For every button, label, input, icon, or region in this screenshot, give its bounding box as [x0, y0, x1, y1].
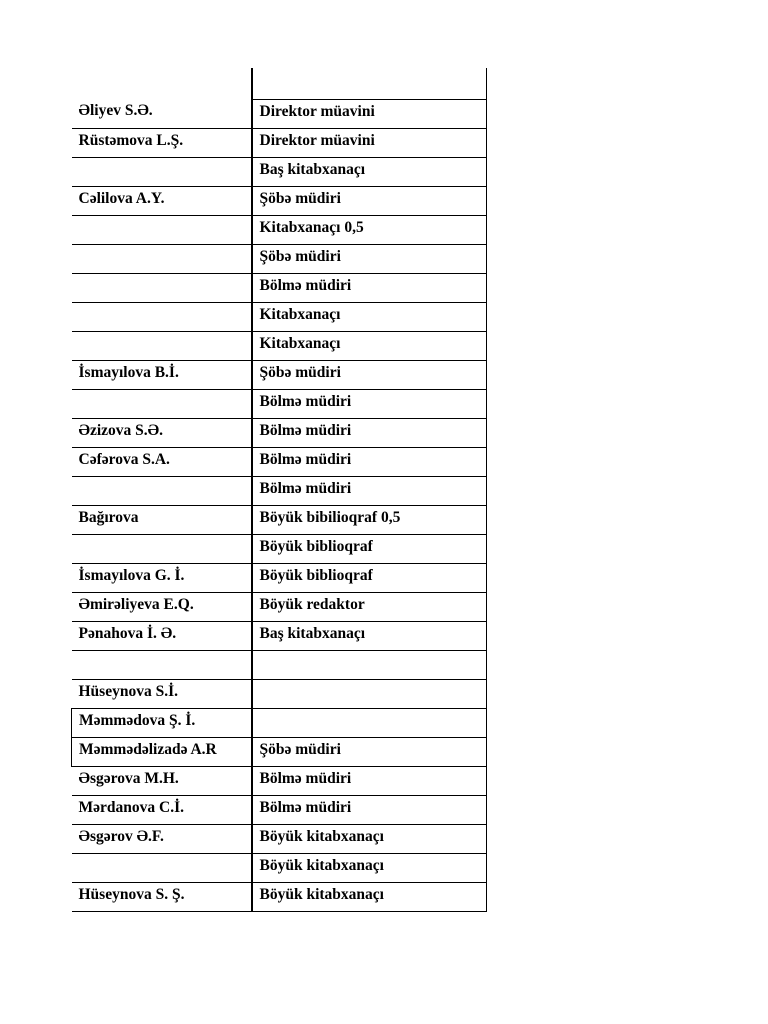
position-cell: Direktor müavini: [252, 99, 487, 128]
staff-table-body: [72, 68, 487, 911]
position-cell: Şöbə müdiri: [252, 186, 487, 215]
name-cell: [72, 853, 252, 882]
table-row: [72, 273, 487, 302]
table-row: [72, 621, 487, 650]
position-cell: Bölmə müdiri: [252, 389, 487, 418]
name-cell: [72, 215, 252, 244]
table-row: [72, 534, 487, 563]
table-row: [72, 215, 487, 244]
position-cell: Böyük biblioqraf: [252, 563, 487, 592]
position-cell: Bölmə müdiri: [252, 273, 487, 302]
position-cell: Bölmə müdiri: [252, 795, 487, 824]
name-cell: İsmayılova B.İ.: [72, 360, 252, 389]
position-cell: [252, 68, 487, 99]
position-cell: Bölmə müdiri: [252, 766, 487, 795]
name-cell: [72, 302, 252, 331]
table-row: [72, 128, 487, 157]
name-cell: [72, 650, 252, 679]
table-row: [72, 302, 487, 331]
position-cell: Direktor müavini: [252, 128, 487, 157]
table-row: [72, 331, 487, 360]
table-row: [72, 824, 487, 853]
position-cell: Böyük kitabxanaçı: [252, 882, 487, 911]
table-row: [72, 766, 487, 795]
name-cell: [72, 476, 252, 505]
position-cell: Şöbə müdiri: [252, 244, 487, 273]
table-row: [72, 853, 487, 882]
table-row: [72, 505, 487, 534]
position-cell: Böyük biblioqraf: [252, 534, 487, 563]
table-row: [72, 592, 487, 621]
name-cell: Əmirəliyeva E.Q.: [72, 592, 252, 621]
table-row: [72, 563, 487, 592]
name-cell: Rüstəmova L.Ş.: [72, 128, 252, 157]
table-row: [72, 99, 487, 128]
position-cell: Şöbə müdiri: [252, 737, 487, 766]
table-row: [72, 795, 487, 824]
table-row: [72, 389, 487, 418]
name-cell: [72, 244, 252, 273]
position-cell: Bölmə müdiri: [252, 418, 487, 447]
name-cell: [72, 157, 252, 186]
position-cell: Böyük redaktor: [252, 592, 487, 621]
name-cell: [72, 68, 252, 99]
position-cell: [252, 650, 487, 679]
name-cell: Bağırova: [72, 505, 252, 534]
position-cell: Şöbə müdiri: [252, 360, 487, 389]
table-row: [72, 679, 487, 708]
name-cell: Mərdanova C.İ.: [72, 795, 252, 824]
name-cell: Cəlilova A.Y.: [72, 186, 252, 215]
name-cell: [72, 534, 252, 563]
position-cell: Baş kitabxanaçı: [252, 621, 487, 650]
table-row: [72, 68, 487, 99]
table-row: [72, 447, 487, 476]
table-row: [72, 882, 487, 911]
table-row: [72, 650, 487, 679]
name-cell: Məmmədova Ş. İ.: [72, 708, 252, 737]
name-cell: Əliyev S.Ə.: [72, 99, 252, 128]
table-row: [72, 737, 487, 766]
position-cell: Baş kitabxanaçı: [252, 157, 487, 186]
table-row: [72, 476, 487, 505]
position-cell: [252, 679, 487, 708]
position-cell: Böyük bibilioqraf 0,5: [252, 505, 487, 534]
name-cell: Hüseynova S.İ.: [72, 679, 252, 708]
name-cell: [72, 273, 252, 302]
position-cell: Kitabxanaçı: [252, 331, 487, 360]
table-row: [72, 418, 487, 447]
position-cell: [252, 708, 487, 737]
staff-table: [71, 68, 487, 912]
name-cell: Əsgərov Ə.F.: [72, 824, 252, 853]
name-cell: İsmayılova G. İ.: [72, 563, 252, 592]
name-cell: Əsgərova M.H.: [72, 766, 252, 795]
table-row: [72, 157, 487, 186]
table-row: [72, 186, 487, 215]
name-cell: Məmmədəlizadə A.R: [72, 737, 252, 766]
name-cell: [72, 389, 252, 418]
name-cell: Əzizova S.Ə.: [72, 418, 252, 447]
position-cell: Böyük kitabxanaçı: [252, 853, 487, 882]
name-cell: Hüseynova S. Ş.: [72, 882, 252, 911]
position-cell: Bölmə müdiri: [252, 476, 487, 505]
name-cell: Pənahova İ. Ə.: [72, 621, 252, 650]
position-cell: Kitabxanaçı 0,5: [252, 215, 487, 244]
name-cell: Cəfərova S.A.: [72, 447, 252, 476]
position-cell: Kitabxanaçı: [252, 302, 487, 331]
position-cell: Böyük kitabxanaçı: [252, 824, 487, 853]
table-row: [72, 244, 487, 273]
table-row: [72, 360, 487, 389]
name-cell: [72, 331, 252, 360]
table-row: [72, 708, 487, 737]
position-cell: Bölmə müdiri: [252, 447, 487, 476]
